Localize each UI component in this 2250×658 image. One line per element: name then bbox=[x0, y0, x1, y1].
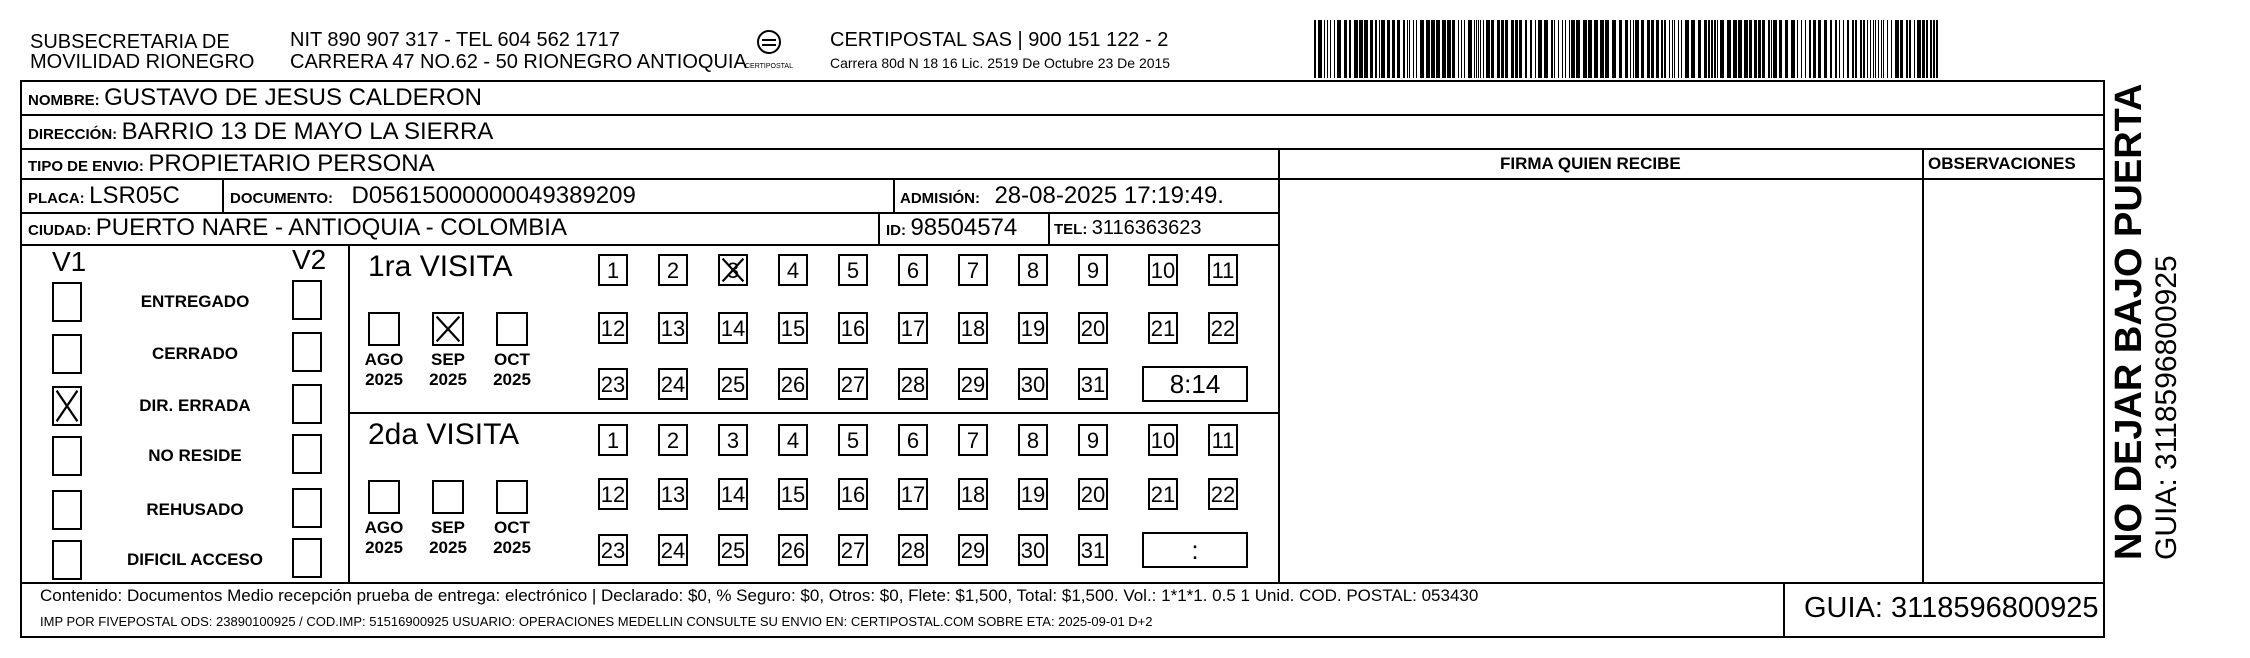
x-mark-icon bbox=[434, 314, 462, 344]
footer-divider bbox=[20, 582, 2105, 584]
day-number: 27 bbox=[840, 372, 866, 397]
day-number: 19 bbox=[1020, 482, 1046, 507]
ciudad-cell bbox=[28, 214, 567, 245]
direccion-row bbox=[28, 118, 493, 149]
tipo-value: PROPIETARIO PERSONA bbox=[148, 150, 435, 177]
day-number: 13 bbox=[660, 316, 686, 341]
day-box[interactable] bbox=[778, 368, 808, 400]
day-number: 31 bbox=[1080, 372, 1106, 397]
day-number: 25 bbox=[720, 538, 746, 563]
day-number: 13 bbox=[660, 482, 686, 507]
admision-cell bbox=[900, 182, 1224, 213]
day-number: 18 bbox=[960, 482, 986, 507]
status-label: DIFICIL ACCESO bbox=[126, 550, 263, 569]
day-number: 29 bbox=[960, 538, 986, 563]
day-number: 3 bbox=[726, 258, 740, 283]
tipo-label: TIPO DE ENVIO: bbox=[28, 158, 144, 175]
id-value: 98504574 bbox=[910, 214, 1018, 241]
day-box[interactable] bbox=[1018, 424, 1048, 456]
day-number: 22 bbox=[1210, 482, 1236, 507]
day-box[interactable] bbox=[718, 368, 748, 400]
col-divider bbox=[1783, 582, 1785, 638]
day-number: 8 bbox=[1026, 428, 1040, 453]
day-number: 31 bbox=[1080, 538, 1106, 563]
barcode bbox=[1310, 20, 1950, 78]
day-number: 12 bbox=[600, 482, 626, 507]
month-name: SEP bbox=[430, 518, 466, 537]
day-number: 16 bbox=[840, 482, 866, 507]
no-dejar-bajo-puerta: NO DEJAR BAJO PUERTA bbox=[2108, 83, 2150, 560]
v2-header: V2 bbox=[292, 244, 327, 275]
month-year: 2025 bbox=[429, 538, 467, 557]
day-number: 29 bbox=[960, 372, 986, 397]
status-label: NO RESIDE bbox=[148, 446, 242, 465]
day-box[interactable] bbox=[898, 312, 928, 344]
day-number: 9 bbox=[1086, 258, 1100, 283]
v1-checkbox[interactable] bbox=[52, 436, 82, 476]
day-box[interactable] bbox=[1078, 478, 1108, 510]
day-number: 21 bbox=[1150, 316, 1176, 341]
admision-label: ADMISIÓN: bbox=[900, 190, 980, 207]
day-box[interactable] bbox=[958, 534, 988, 566]
day-box[interactable] bbox=[598, 424, 628, 456]
day-box[interactable] bbox=[1148, 312, 1178, 344]
day-box[interactable] bbox=[1148, 478, 1178, 510]
documento-value: D05615000000049389209 bbox=[351, 182, 636, 209]
day-number: 6 bbox=[906, 428, 920, 453]
day-box[interactable] bbox=[958, 478, 988, 510]
month-checkbox[interactable] bbox=[368, 312, 400, 346]
month-checkbox[interactable] bbox=[496, 480, 528, 514]
day-box[interactable] bbox=[1018, 478, 1048, 510]
day-box[interactable] bbox=[838, 534, 868, 566]
nit-line: NIT 890 907 317 - TEL 604 562 1717 bbox=[290, 29, 620, 51]
day-box[interactable] bbox=[598, 368, 628, 400]
ciudad-value: PUERTO NARE - ANTIOQUIA - COLOMBIA bbox=[95, 214, 567, 241]
month-year: 2025 bbox=[493, 370, 531, 389]
day-box[interactable] bbox=[898, 368, 928, 400]
day-number: 6 bbox=[906, 258, 920, 283]
day-number: 25 bbox=[720, 372, 746, 397]
day-number: 20 bbox=[1080, 482, 1106, 507]
month-name: OCT bbox=[494, 518, 530, 537]
v2-checkbox[interactable] bbox=[292, 434, 322, 474]
day-number: 5 bbox=[846, 428, 860, 453]
tel-cell bbox=[1054, 214, 1202, 244]
day-number: 4 bbox=[786, 428, 800, 453]
month-name: SEP bbox=[430, 350, 466, 369]
month-label bbox=[482, 518, 542, 558]
month-name: AGO bbox=[364, 518, 404, 537]
admision-value: 28-08-2025 17:19:49. bbox=[994, 182, 1224, 209]
month-checkbox[interactable] bbox=[432, 312, 464, 346]
col-divider bbox=[222, 178, 224, 214]
v2-checkbox[interactable] bbox=[292, 280, 322, 320]
day-number: 1 bbox=[606, 428, 620, 453]
day-box[interactable] bbox=[898, 254, 928, 286]
footer-guia: GUIA: 3118596800925 bbox=[1804, 592, 2099, 624]
v1-checkbox[interactable] bbox=[52, 282, 82, 322]
day-box[interactable] bbox=[958, 312, 988, 344]
sender-line-1: SUBSECRETARIA DE bbox=[30, 31, 230, 53]
nombre-value: GUSTAVO DE JESUS CALDERON bbox=[104, 84, 482, 111]
documento-cell bbox=[230, 182, 636, 213]
day-number: 28 bbox=[900, 372, 926, 397]
day-number: 14 bbox=[720, 316, 746, 341]
placa-value: LSR05C bbox=[89, 182, 180, 209]
day-box[interactable] bbox=[838, 254, 868, 286]
placa-cell bbox=[28, 182, 180, 213]
day-box[interactable] bbox=[958, 368, 988, 400]
v2-checkbox[interactable] bbox=[292, 488, 322, 528]
col-divider bbox=[878, 212, 880, 246]
col-divider bbox=[348, 244, 350, 582]
day-box[interactable] bbox=[1078, 254, 1108, 286]
day-box[interactable] bbox=[718, 478, 748, 510]
day-number: 10 bbox=[1150, 428, 1176, 453]
day-number: 26 bbox=[780, 538, 806, 563]
day-box[interactable] bbox=[1148, 254, 1178, 286]
month-label bbox=[418, 350, 478, 390]
day-box[interactable] bbox=[1018, 312, 1048, 344]
v1-header: V1 bbox=[52, 246, 87, 277]
month-name: OCT bbox=[494, 350, 530, 369]
tipo-row bbox=[28, 150, 435, 181]
day-box[interactable] bbox=[838, 478, 868, 510]
day-box[interactable] bbox=[898, 534, 928, 566]
footer-imp: IMP POR FIVEPOSTAL ODS: 23890100925 / COD.IMP: 51516900925 USUARIO: OPERACIONES MEDELLIN CONSULTE SU ENVIO EN: CERTIPOSTAL.COM SOBRE ETA: 2025-09-01 D+2 bbox=[40, 614, 1153, 629]
day-number: 17 bbox=[900, 482, 926, 507]
id-cell bbox=[886, 214, 1017, 245]
month-label bbox=[418, 518, 478, 558]
day-number: 23 bbox=[600, 372, 626, 397]
day-number: 15 bbox=[780, 482, 806, 507]
day-box[interactable] bbox=[598, 534, 628, 566]
status-label: ENTREGADO bbox=[140, 292, 250, 311]
day-number: 19 bbox=[1020, 316, 1046, 341]
day-box[interactable] bbox=[718, 534, 748, 566]
day-box[interactable] bbox=[778, 534, 808, 566]
day-number: 11 bbox=[1211, 258, 1235, 283]
day-number: 17 bbox=[900, 316, 926, 341]
day-number: 14 bbox=[720, 482, 746, 507]
tel-value: 3116363623 bbox=[1091, 217, 1202, 239]
day-number: 9 bbox=[1086, 428, 1100, 453]
status-label: DIR. ERRADA bbox=[139, 396, 251, 415]
month-label bbox=[354, 350, 414, 390]
side-text bbox=[2108, 20, 2188, 560]
id-label: ID: bbox=[886, 222, 906, 239]
day-box[interactable] bbox=[778, 312, 808, 344]
month-year: 2025 bbox=[429, 370, 467, 389]
day-number: 20 bbox=[1080, 316, 1106, 341]
day-box[interactable] bbox=[1148, 424, 1178, 456]
day-box[interactable] bbox=[598, 254, 628, 286]
day-box[interactable] bbox=[658, 534, 688, 566]
month-year: 2025 bbox=[493, 538, 531, 557]
direccion-label: DIRECCIÓN: bbox=[28, 126, 118, 143]
day-number: 3 bbox=[726, 428, 740, 453]
day-box[interactable] bbox=[658, 254, 688, 286]
day-number: 2 bbox=[666, 258, 680, 283]
day-box[interactable] bbox=[1208, 424, 1238, 456]
day-number: 26 bbox=[780, 372, 806, 397]
day-number: 23 bbox=[600, 538, 626, 563]
day-number: 30 bbox=[1020, 372, 1046, 397]
documento-label: DOCUMENTO: bbox=[230, 190, 334, 207]
day-box[interactable] bbox=[1078, 534, 1108, 566]
company-sub: Carrera 80d N 18 16 Lic. 2519 De Octubre 23 De 2015 bbox=[830, 55, 1171, 71]
sender-line-2: MOVILIDAD RIONEGRO bbox=[30, 51, 255, 73]
day-number: 22 bbox=[1210, 316, 1236, 341]
month-checkbox[interactable] bbox=[368, 480, 400, 514]
address-line: CARRERA 47 NO.62 - 50 RIONEGRO ANTIOQUIA bbox=[290, 51, 747, 73]
day-box[interactable] bbox=[1078, 312, 1108, 344]
day-box[interactable] bbox=[838, 424, 868, 456]
day-number: 21 bbox=[1150, 482, 1176, 507]
tel-label: TEL: bbox=[1054, 221, 1088, 238]
certipostal-logo bbox=[745, 26, 793, 72]
day-box[interactable] bbox=[1208, 254, 1238, 286]
day-box[interactable] bbox=[658, 424, 688, 456]
day-number: 24 bbox=[660, 538, 686, 563]
nombre-row bbox=[28, 84, 482, 115]
day-box[interactable] bbox=[1018, 368, 1048, 400]
day-box[interactable] bbox=[1078, 424, 1108, 456]
day-number: 15 bbox=[780, 316, 806, 341]
col-divider bbox=[1278, 148, 1280, 582]
v2-checkbox[interactable] bbox=[292, 384, 322, 424]
visit-divider bbox=[350, 412, 1280, 414]
day-number: 16 bbox=[840, 316, 866, 341]
day-box[interactable] bbox=[598, 312, 628, 344]
direccion-value: BARRIO 13 DE MAYO LA SIERRA bbox=[121, 118, 494, 145]
day-box[interactable] bbox=[898, 424, 928, 456]
day-box[interactable] bbox=[1208, 312, 1238, 344]
company-line: CERTIPOSTAL SAS | 900 151 122 - 2 bbox=[830, 29, 1169, 51]
footer-contenido: Contenido: Documentos Medio recepción prueba de entrega: electrónico | Declarado: $0, % Seguro: $0, Otros: $0, Flete: $1,500, Total: $1,500. Vol.: 1*1*1. 0.5 1 Unid. COD. POSTAL: 053430 bbox=[40, 586, 1479, 605]
day-number: 30 bbox=[1020, 538, 1046, 563]
v1-checkbox[interactable] bbox=[52, 386, 82, 426]
certipostal-logo-text: CERTIPOSTAL bbox=[745, 63, 793, 70]
day-box[interactable] bbox=[718, 424, 748, 456]
firma-header: FIRMA QUIEN RECIBE bbox=[1500, 154, 1681, 173]
day-box[interactable] bbox=[838, 312, 868, 344]
day-number: 4 bbox=[786, 258, 800, 283]
time-field[interactable]: 8:14 bbox=[1142, 366, 1248, 402]
day-number: 1 bbox=[606, 258, 620, 283]
month-year: 2025 bbox=[365, 370, 403, 389]
day-box[interactable] bbox=[778, 254, 808, 286]
day-box[interactable] bbox=[658, 368, 688, 400]
day-box[interactable] bbox=[838, 368, 868, 400]
day-number: 8 bbox=[1026, 258, 1040, 283]
day-box[interactable] bbox=[958, 254, 988, 286]
day-box[interactable] bbox=[898, 478, 928, 510]
day-box[interactable] bbox=[658, 478, 688, 510]
observaciones-header: OBSERVACIONES bbox=[1928, 154, 2076, 173]
month-label bbox=[482, 350, 542, 390]
day-number: 10 bbox=[1150, 258, 1176, 283]
day-number: 12 bbox=[600, 316, 626, 341]
ciudad-label: CIUDAD: bbox=[28, 222, 92, 239]
v1-checkbox[interactable] bbox=[52, 334, 82, 374]
day-box[interactable] bbox=[1018, 254, 1048, 286]
col-divider bbox=[1922, 148, 1924, 582]
v1-checkbox[interactable] bbox=[52, 540, 82, 580]
day-number: 24 bbox=[660, 372, 686, 397]
day-number: 11 bbox=[1211, 428, 1235, 453]
day-number: 7 bbox=[966, 428, 980, 453]
day-box[interactable] bbox=[598, 478, 628, 510]
col-divider bbox=[1048, 212, 1050, 246]
month-label bbox=[354, 518, 414, 558]
x-mark-icon bbox=[720, 256, 746, 284]
nombre-label: NOMBRE: bbox=[28, 92, 100, 109]
day-number: 28 bbox=[900, 538, 926, 563]
v1-checkbox[interactable] bbox=[52, 490, 82, 530]
day-number: 2 bbox=[666, 428, 680, 453]
side-guia: GUIA: 3118596800925 bbox=[2150, 255, 2183, 560]
day-box[interactable] bbox=[718, 254, 748, 286]
month-checkbox[interactable] bbox=[496, 312, 528, 346]
day-number: 7 bbox=[966, 258, 980, 283]
month-name: AGO bbox=[364, 350, 404, 369]
day-number: 27 bbox=[840, 538, 866, 563]
visit2-title: 2da VISITA bbox=[368, 418, 520, 451]
day-box[interactable] bbox=[958, 424, 988, 456]
day-box[interactable] bbox=[778, 424, 808, 456]
day-box[interactable] bbox=[658, 312, 688, 344]
placa-label: PLACA: bbox=[28, 190, 85, 207]
day-number: 18 bbox=[960, 316, 986, 341]
day-box[interactable] bbox=[778, 478, 808, 510]
time-field[interactable]: : bbox=[1142, 532, 1248, 568]
visit1-title: 1ra VISITA bbox=[368, 250, 513, 283]
month-year: 2025 bbox=[365, 538, 403, 557]
day-number: 5 bbox=[846, 258, 860, 283]
status-label: CERRADO bbox=[152, 344, 238, 363]
day-box[interactable] bbox=[1208, 478, 1238, 510]
x-mark-icon bbox=[54, 388, 80, 424]
v2-checkbox[interactable] bbox=[292, 538, 322, 578]
day-box[interactable] bbox=[1018, 534, 1048, 566]
month-checkbox[interactable] bbox=[432, 480, 464, 514]
status-label: REHUSADO bbox=[146, 500, 244, 519]
day-box[interactable] bbox=[718, 312, 748, 344]
day-box[interactable] bbox=[1078, 368, 1108, 400]
v2-checkbox[interactable] bbox=[292, 332, 322, 372]
col-divider bbox=[893, 178, 895, 214]
